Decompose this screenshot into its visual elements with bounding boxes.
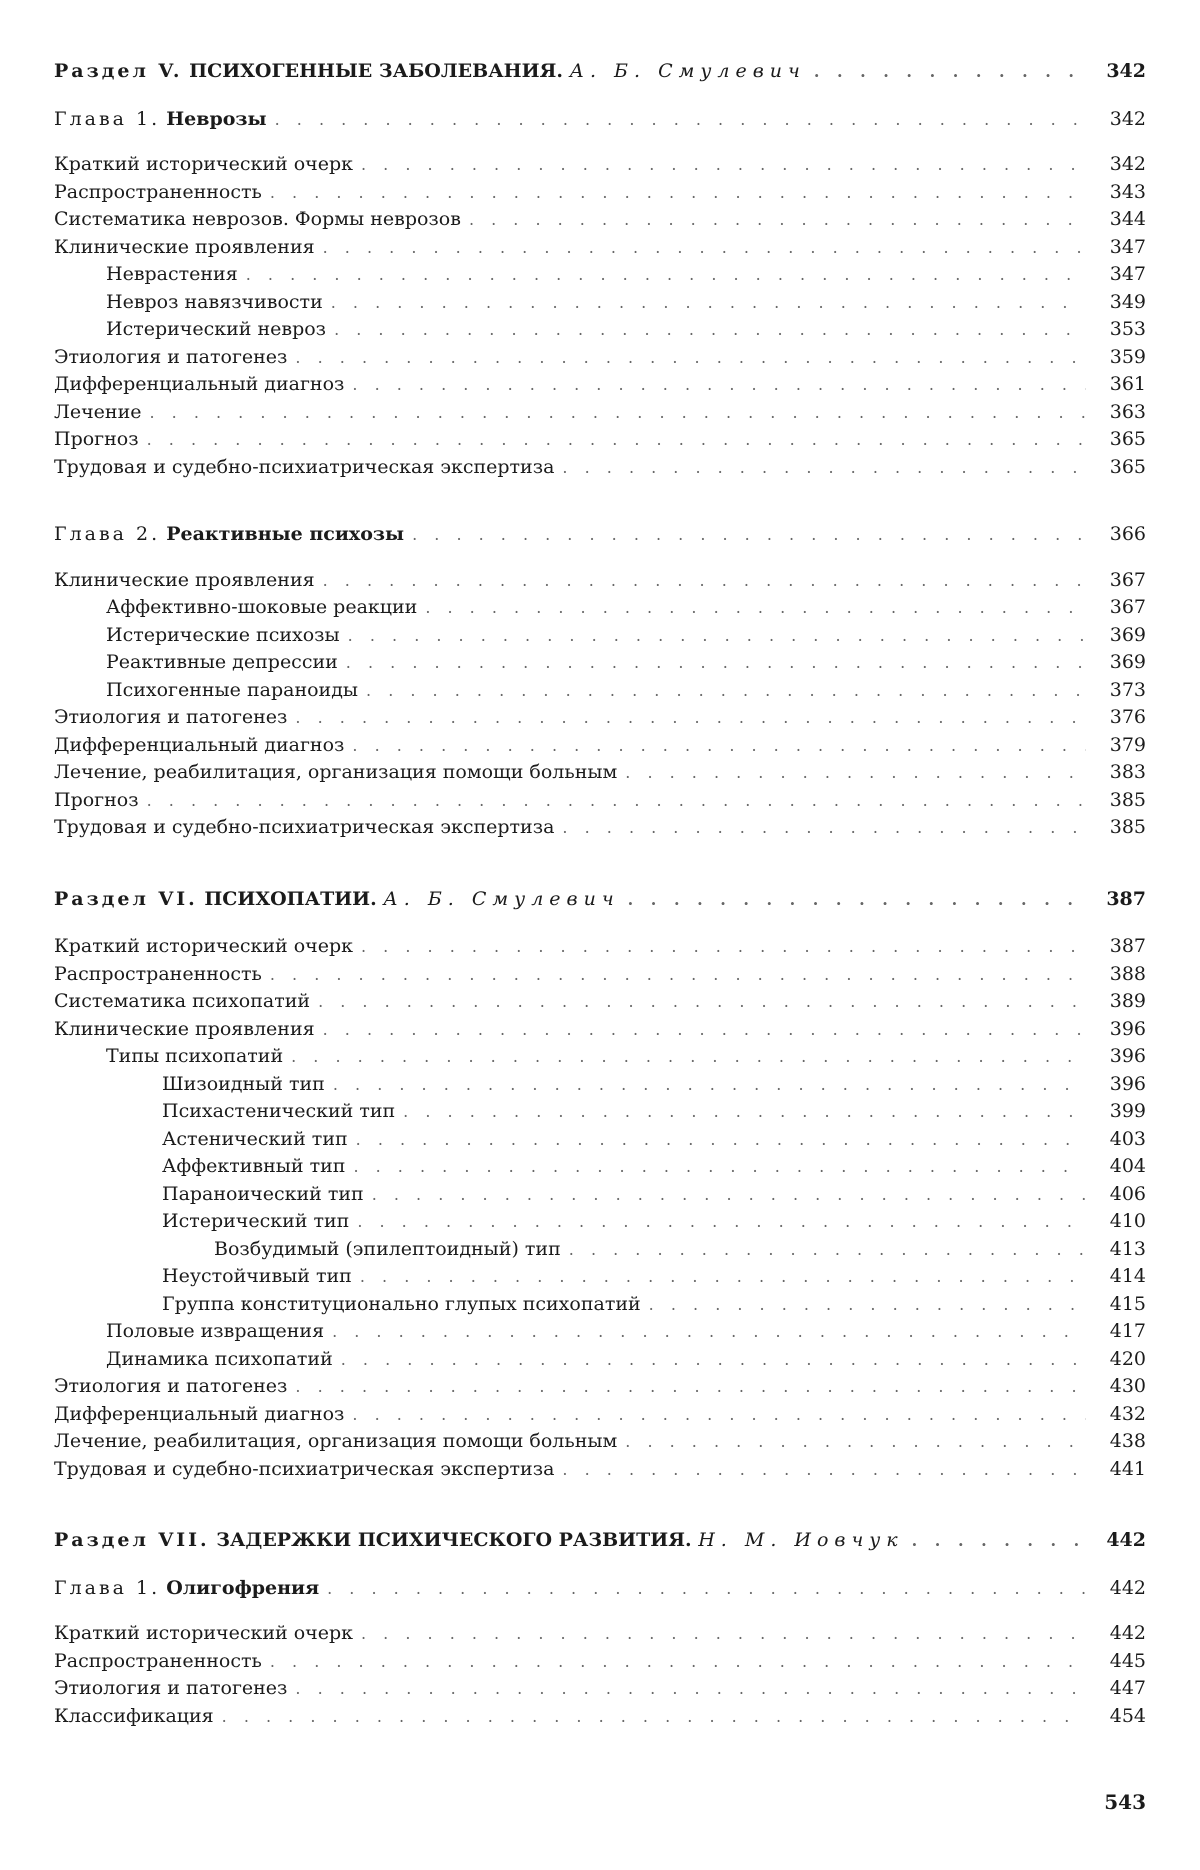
toc-entry [54,1401,1146,1429]
toc-entry-page: 396 [1109,1072,1146,1095]
toc-entry-text: Краткий исторический очерк [54,1622,353,1644]
toc-entry-text: Астенический тип [162,1127,348,1150]
toc-entry [54,1456,1146,1484]
toc-entry-page: 367 [1109,568,1146,591]
toc-entry-page: 344 [1109,208,1146,230]
toc-entry-text: Этиология и патогенез [54,706,288,728]
toc-entry-text: Распространенность [54,962,262,985]
toc-entry [54,1648,1146,1676]
toc-entry-page: 445 [1109,1649,1146,1672]
dot-leader [569,1236,1086,1264]
section-prefix: Раздел V. [54,60,183,82]
toc-entry-page: 389 [1109,990,1146,1012]
dot-leader [357,1208,1086,1236]
toc-entry [54,1428,1146,1456]
dot-leader [361,151,1086,179]
toc-entry-text: Шизоидный тип [162,1072,325,1095]
toc-chapter [54,1575,1146,1731]
toc-entry-text: Типы психопатий [106,1045,284,1067]
toc-entry [54,787,1146,815]
toc-entry-page: 454 [1109,1704,1146,1727]
dot-leader [912,1527,1086,1555]
dot-leader [625,759,1086,787]
toc-entry-page: 430 [1109,1375,1146,1397]
toc-entry-page: 379 [1109,733,1146,756]
dot-leader [332,1318,1086,1346]
section-heading-label [54,58,806,86]
section-author: А. Б. Смулевич [569,60,806,82]
toc-entry-text: Аффективно-шоковые реакции [106,596,418,618]
toc-entry-page: 373 [1109,678,1146,701]
toc-entry [54,1126,1146,1154]
toc-entry-text: Лечение, реабилитация, организация помощи больным [54,1430,618,1452]
toc-entry [54,1263,1146,1291]
toc-entry-page: 361 [1109,373,1146,395]
toc-entry-page: 404 [1109,1155,1146,1177]
toc-section [54,1527,1146,1730]
toc-entry [54,622,1146,650]
toc-entry-text: Истерический тип [162,1210,350,1232]
toc-entry [54,1620,1146,1648]
toc-entry-text: Классификация [54,1704,214,1727]
dot-leader [814,58,1086,86]
toc-entry-page: 396 [1109,1017,1146,1040]
section-title: ПСИХОПАТИИ. [204,887,377,910]
toc-entry-page: 385 [1109,816,1146,838]
toc-entry-text: Клинические проявления [54,568,315,591]
dot-leader [412,521,1086,549]
toc-entry [54,426,1146,454]
toc-entry-page: 383 [1109,761,1146,783]
toc-entry-page: 376 [1109,706,1146,728]
section-heading-label [54,1527,904,1555]
dot-leader [625,1428,1086,1456]
toc-entry [54,677,1146,705]
toc-entry-page: 403 [1109,1127,1146,1150]
toc-entry-text: Дифференциальный диагноз [54,733,345,756]
toc-entry-text: Параноический тип [162,1182,364,1205]
chapter-prefix: Глава 1. [54,1576,161,1599]
dot-leader [270,1648,1086,1676]
dot-leader [352,732,1086,760]
toc-entry-text: Динамика психопатий [106,1347,333,1370]
toc-entry-page: 369 [1109,651,1146,673]
chapter-page: 342 [1109,107,1146,130]
chapter-heading [54,521,1146,549]
toc-entry-text: Психастенический тип [162,1100,396,1122]
dot-leader [372,1181,1086,1209]
toc-entry-page: 385 [1109,788,1146,811]
toc-entry-text: Дифференциальный диагноз [54,1402,345,1425]
toc-entry [54,234,1146,262]
toc-entry-page: 365 [1109,428,1146,450]
section-prefix: Раздел VII. [54,1529,210,1551]
toc-entry-page: 413 [1109,1237,1146,1260]
dot-leader [425,594,1086,622]
dot-leader [356,1126,1086,1154]
toc-entry [54,1675,1146,1703]
toc-chapter [54,933,1146,1483]
toc-entry-page: 442 [1109,1622,1146,1644]
dot-leader [270,961,1086,989]
toc-entry-page: 414 [1109,1265,1146,1287]
toc-entry-text: Половые извращения [106,1320,325,1342]
toc-entry [54,1373,1146,1401]
chapter-prefix: Глава 2. [54,523,161,545]
toc-entry [54,151,1146,179]
toc-entry-text: Этиология и патогенез [54,1375,288,1397]
toc-entry-text: Распространенность [54,180,262,203]
toc-entry [54,454,1146,482]
dot-leader [361,933,1086,961]
dot-leader [403,1098,1086,1126]
dot-leader [149,399,1086,427]
dot-leader [295,1675,1086,1703]
dot-leader [331,289,1086,317]
toc-entry [54,1153,1146,1181]
toc-entry-text: Неустойчивый тип [162,1265,352,1287]
section-heading [54,58,1146,86]
section-heading-label [54,886,620,914]
toc-entry [54,961,1146,989]
dot-leader [360,1263,1086,1291]
toc-entry-page: 343 [1109,180,1146,203]
toc-chapter [54,521,1146,842]
toc-entry-text: Возбудимый (эпилептоидный) тип [214,1237,561,1260]
toc-entry-page: 369 [1109,623,1146,646]
toc-entry-text: Психогенные параноиды [106,678,359,701]
toc-entry-text: Этиология и патогенез [54,1677,288,1699]
toc-entry-text: Истерический невроз [106,318,327,340]
toc-entry [54,988,1146,1016]
dot-leader [334,316,1086,344]
toc-entry-text: Краткий исторический очерк [54,153,353,175]
dot-leader [246,261,1086,289]
dot-leader [323,567,1086,595]
toc-entry [54,399,1146,427]
chapter-page: 366 [1109,523,1146,545]
toc-entry-page: 417 [1109,1320,1146,1342]
toc-entry-text: Этиология и патогенез [54,345,288,368]
toc-entry-text: Трудовая и судебно-психиатрическая экспертиза [54,455,555,478]
section-prefix: Раздел VI. [54,887,198,910]
toc-entry-text: Систематика неврозов. Формы неврозов [54,208,461,230]
toc-entry [54,1071,1146,1099]
toc-entry-page: 349 [1109,290,1146,313]
chapter-page: 442 [1109,1576,1146,1599]
toc-entry [54,759,1146,787]
toc-entry-page: 347 [1109,235,1146,258]
dot-leader [366,677,1086,705]
toc-entry [54,1318,1146,1346]
dot-leader [333,1071,1086,1099]
toc-entry [54,1181,1146,1209]
toc-entry [54,261,1146,289]
toc-entry-page: 432 [1109,1402,1146,1425]
dot-leader [562,454,1086,482]
toc-entry [54,1098,1146,1126]
page-number: 543 [1104,1790,1146,1814]
toc-entry [54,371,1146,399]
dot-leader [222,1703,1086,1731]
dot-leader [628,886,1086,914]
toc-entry [54,732,1146,760]
dot-leader [295,704,1086,732]
toc-entry-page: 441 [1109,1457,1146,1480]
toc-entry-page: 415 [1109,1292,1146,1315]
toc-entry [54,933,1146,961]
dot-leader [147,426,1086,454]
dot-leader [270,179,1086,207]
chapter-heading-label [54,106,267,134]
section-title: ЗАДЕРЖКИ ПСИХИЧЕСКОГО РАЗВИТИЯ. [216,1529,692,1551]
chapter-title: Неврозы [166,107,267,130]
toc-entry-page: 396 [1109,1045,1146,1067]
toc-entry [54,179,1146,207]
toc-entry-page: 363 [1109,400,1146,423]
section-author: А. Б. Смулевич [383,887,620,910]
toc-entry-text: Трудовая и судебно-психиатрическая экспертиза [54,1457,555,1480]
toc-entry [54,1236,1146,1264]
toc-entry-text: Невроз навязчивости [106,290,323,313]
chapter-prefix: Глава 1. [54,107,161,130]
toc-entry [54,1016,1146,1044]
dot-leader [147,787,1086,815]
toc-entry [54,704,1146,732]
section-heading [54,1527,1146,1555]
toc-entry-page: 342 [1109,153,1146,175]
toc-entry [54,1208,1146,1236]
dot-leader [562,814,1086,842]
toc-entry-page: 367 [1109,596,1146,618]
toc-entry-text: Реактивные депрессии [106,651,338,673]
toc-entry-page: 438 [1109,1430,1146,1452]
dot-leader [323,234,1086,262]
dot-leader [352,1401,1086,1429]
toc-entry [54,814,1146,842]
toc-entry-text: Систематика психопатий [54,990,311,1012]
section-author: Н. М. Иовчук [698,1529,904,1551]
toc-entry-page: 410 [1109,1210,1146,1232]
toc-chapter [54,106,1146,482]
section-page: 342 [1106,60,1146,82]
toc-entry-text: Клинические проявления [54,1017,315,1040]
toc-entry-page: 406 [1109,1182,1146,1205]
toc-entry-text: Распространенность [54,1649,262,1672]
dot-leader [649,1291,1086,1319]
toc-entry [54,1043,1146,1071]
dot-leader [562,1456,1086,1484]
dot-leader [346,649,1086,677]
dot-leader [352,371,1086,399]
dot-leader [291,1043,1086,1071]
toc-entry-text: Лечение, реабилитация, организация помощи больным [54,761,618,783]
toc-section [54,886,1146,1484]
toc-entry-text: Аффективный тип [162,1155,346,1177]
chapter-title: Реактивные психозы [166,523,405,545]
toc-entry-page: 447 [1109,1677,1146,1699]
toc-entry [54,344,1146,372]
dot-leader [318,988,1086,1016]
toc-entry-text: Лечение [54,400,142,423]
dot-leader [469,206,1086,234]
dot-leader [295,1373,1086,1401]
toc-entry-text: Истерические психозы [106,623,340,646]
toc-entry [54,289,1146,317]
toc-entry-page: 365 [1109,455,1146,478]
toc-entry [54,1703,1146,1731]
section-heading [54,886,1146,914]
toc-section [54,58,1146,842]
chapter-title: Олигофрения [166,1576,320,1599]
chapter-heading-label [54,1575,319,1603]
dot-leader [327,1575,1086,1603]
dot-leader [275,106,1086,134]
section-page: 387 [1106,887,1146,910]
toc-entry-page: 399 [1109,1100,1146,1122]
toc-entry-text: Трудовая и судебно-психиатрическая экспертиза [54,816,555,838]
toc-entry-page: 387 [1109,935,1146,957]
toc-entry [54,316,1146,344]
toc-entry-page: 353 [1109,318,1146,340]
toc-entry-text: Краткий исторический очерк [54,935,353,957]
dot-leader [295,344,1086,372]
dot-leader [361,1620,1086,1648]
toc-entry-text: Прогноз [54,428,139,450]
toc-entry [54,567,1146,595]
toc-entry-page: 420 [1109,1347,1146,1370]
section-title: ПСИХОГЕННЫЕ ЗАБОЛЕВАНИЯ. [189,60,563,82]
toc-entry [54,1291,1146,1319]
toc-entry-page: 359 [1109,345,1146,368]
chapter-heading-label [54,521,404,549]
toc-entry-page: 388 [1109,962,1146,985]
toc-entry-page: 347 [1109,263,1146,285]
table-of-contents [54,58,1146,1774]
chapter-heading [54,106,1146,134]
dot-leader [341,1346,1086,1374]
toc-entry [54,594,1146,622]
toc-entry [54,649,1146,677]
dot-leader [348,622,1086,650]
toc-entry [54,206,1146,234]
dot-leader [323,1016,1086,1044]
toc-entry-text: Неврастения [106,263,238,285]
dot-leader [353,1153,1086,1181]
toc-entry [54,1346,1146,1374]
section-page: 442 [1106,1529,1146,1551]
toc-entry-text: Дифференциальный диагноз [54,373,345,395]
chapter-heading [54,1575,1146,1603]
toc-entry-text: Группа конституционально глупых психопатий [162,1292,641,1315]
toc-entry-text: Клинические проявления [54,235,315,258]
toc-entry-text: Прогноз [54,788,139,811]
